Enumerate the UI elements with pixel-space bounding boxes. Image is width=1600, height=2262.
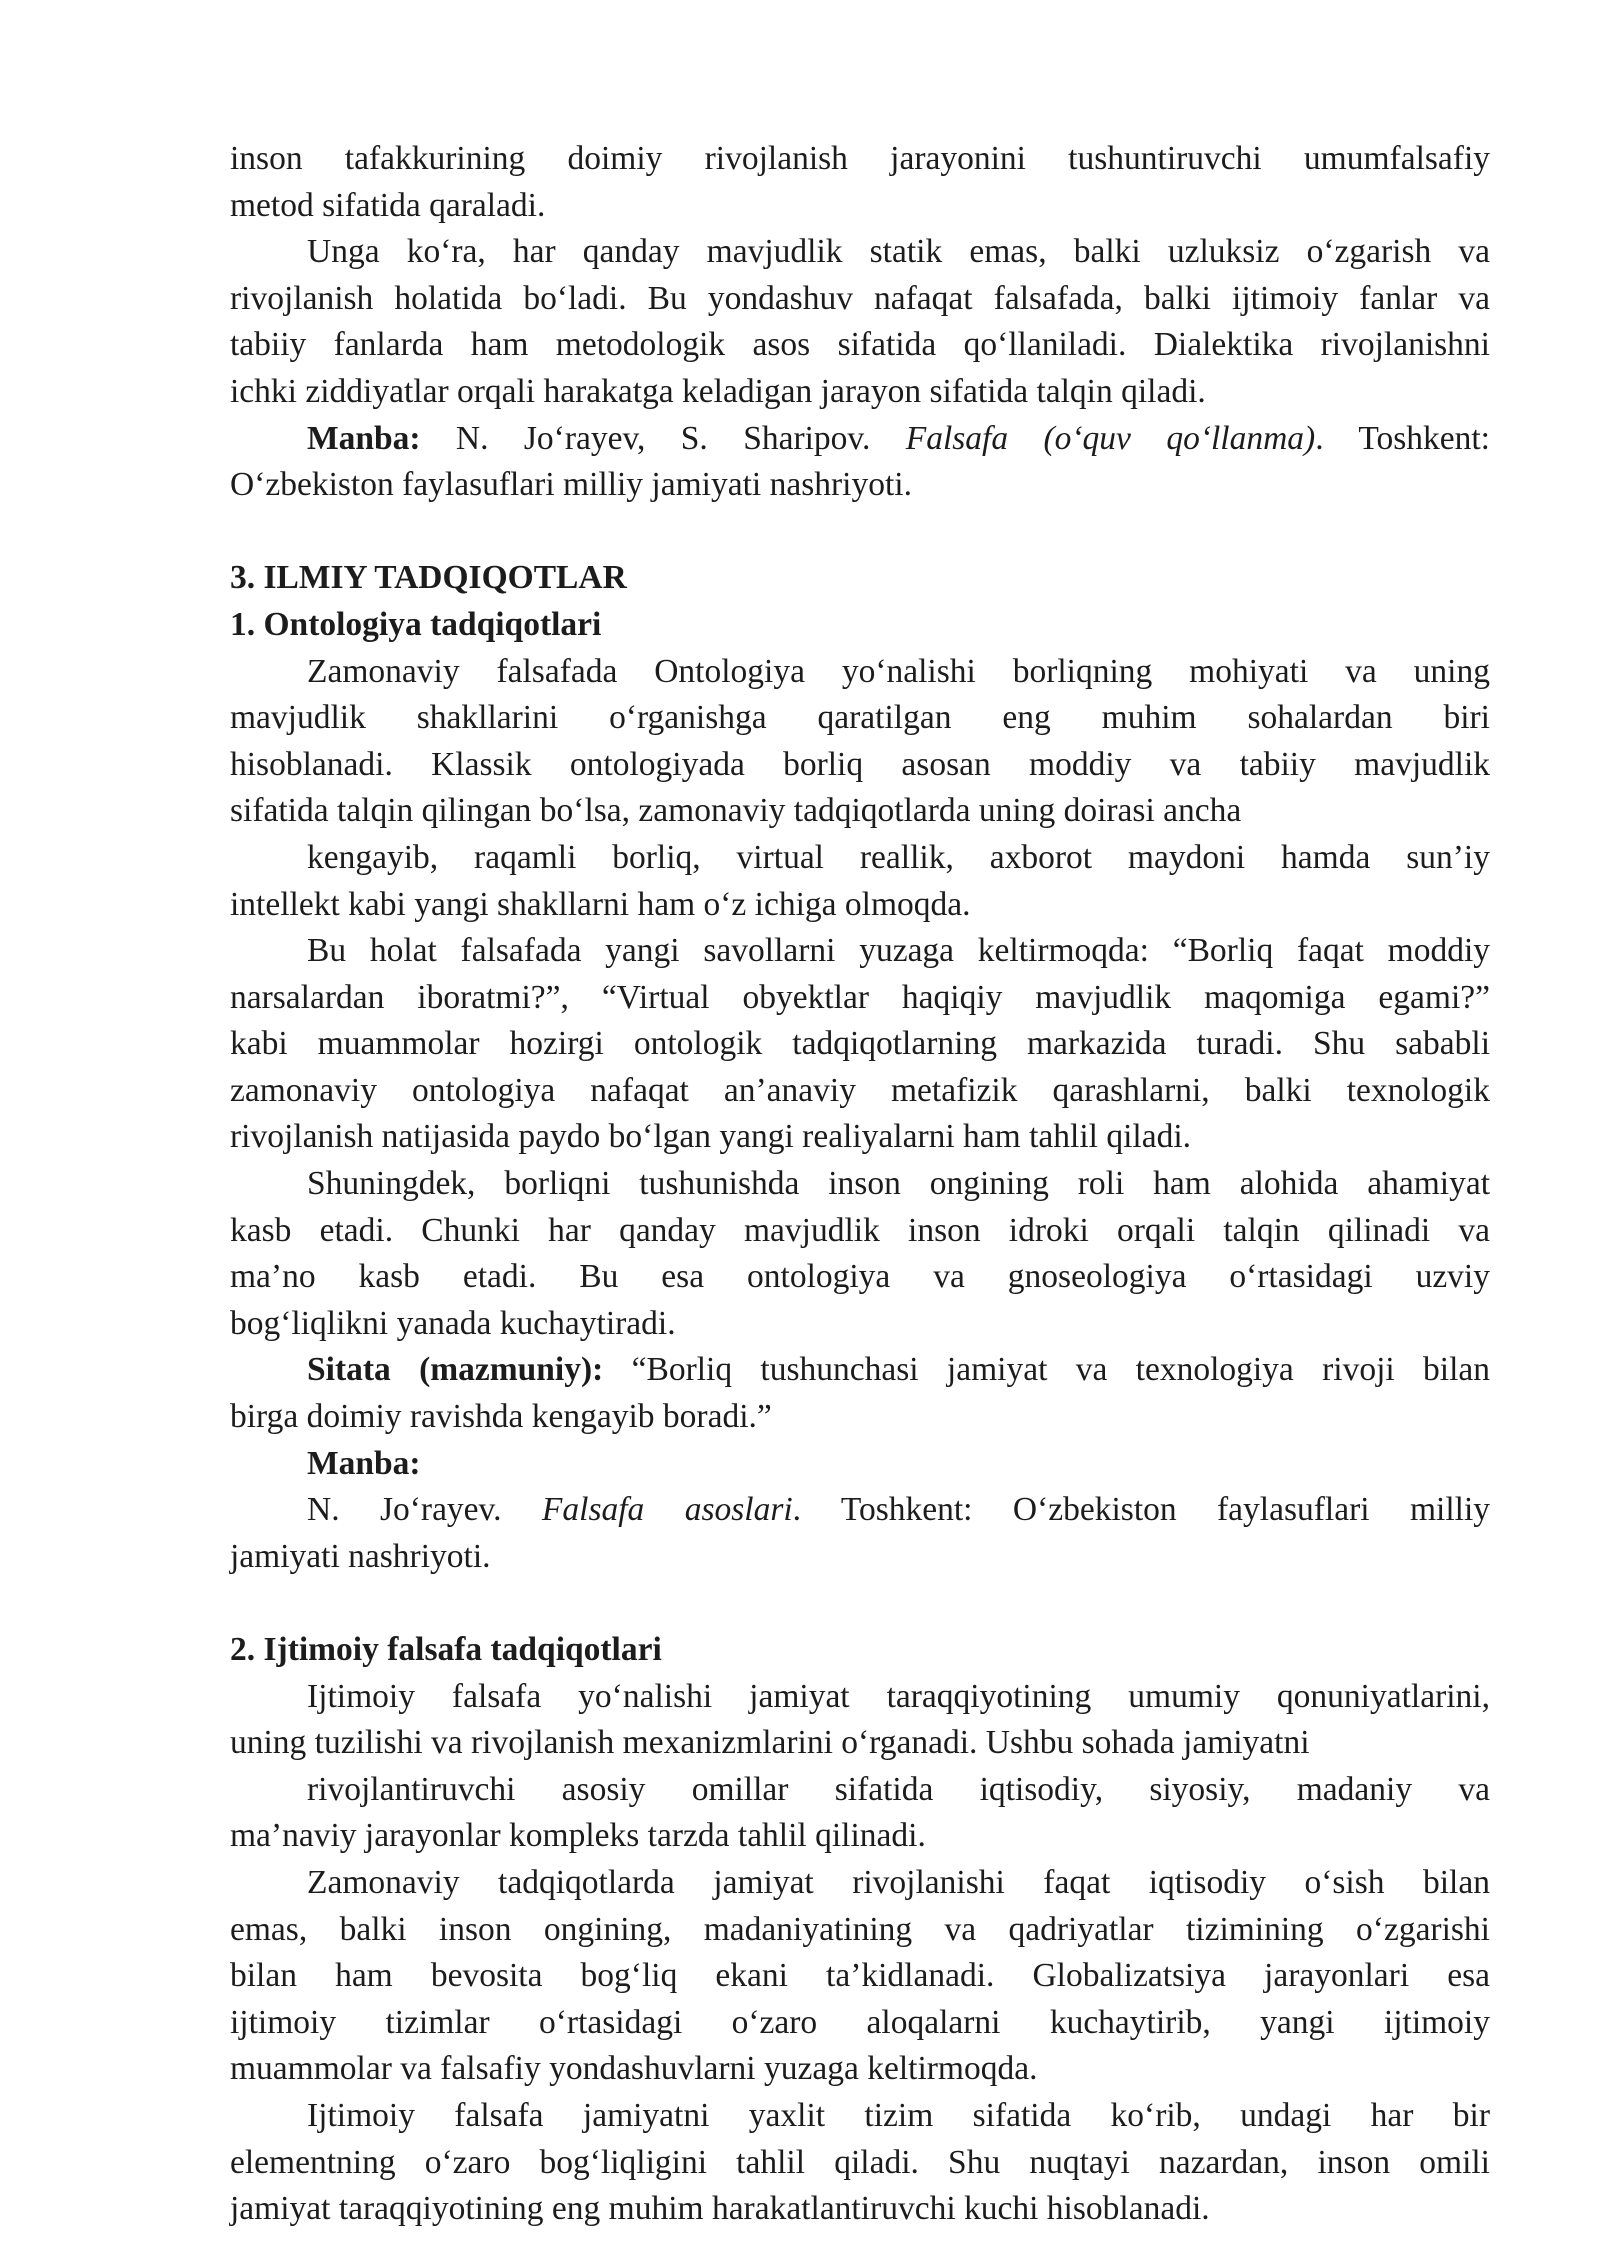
text-line: tabiiy fanlarda ham metodologik asos sifatida qo‘llaniladi. Dialektika rivojlanishni bbox=[230, 326, 1490, 364]
text-line: ijtimoiy tizimlar o‘rtasidagi o‘zaro aloqalarni kuchaytirib, yangi ijtimoiy bbox=[230, 2003, 1490, 2041]
text-line: inson tafakkurining doimiy rivojlanish jarayonini tushuntiruvchi umumfalsafiy bbox=[230, 140, 1490, 177]
quote-text: “Borliq tushunchasi jamiyat va texnologiya rivoji bilan bbox=[603, 1351, 1491, 1389]
text-line: Zamonaviy falsafada Ontologiya yo‘nalishi borliqning mohiyati va uning bbox=[307, 652, 1490, 690]
text-line: kengayib, raqamli borliq, virtual reallik, axborot maydoni hamda sun’iy bbox=[307, 838, 1490, 876]
text-line: O‘zbekiston faylasuflari milliy jamiyati nashriyoti. bbox=[230, 466, 912, 504]
subsection-heading: 1. Ontologiya tadqiqotlari bbox=[230, 605, 602, 643]
document-page bbox=[230, 136, 1490, 2233]
text-line: kasb etadi. Chunki har qanday mavjudlik inson idroki orqali talqin qilinadi va bbox=[230, 1211, 1490, 1249]
text-line: Zamonaviy tadqiqotlarda jamiyat rivojlanishi faqat iqtisodiy o‘sish bilan bbox=[307, 1863, 1490, 1901]
text-line: Ijtimoiy falsafa jamiyatni yaxlit tizim sifatida ko‘rib, undagi har bir bbox=[307, 2096, 1490, 2134]
text-line: Shuningdek, borliqni tushunishda inson ongining roli ham alohida ahamiyat bbox=[307, 1165, 1490, 1203]
text-line: emas, balki inson ongining, madaniyatining va qadriyatlar tizimining o‘zgarishi bbox=[230, 1910, 1490, 1948]
text-line: rivojlantiruvchi asosiy omillar sifatida iqtisodiy, siyosiy, madaniy va bbox=[307, 1770, 1490, 1808]
source-citation bbox=[230, 1487, 1490, 1534]
text-line: narsalardan iboratmi?”, “Virtual obyektlar haqiqiy mavjudlik maqomiga egami?” bbox=[230, 978, 1490, 1016]
text-line: ichki ziddiyatlar orqali harakatga keladigan jarayon sifatida talqin qiladi. bbox=[230, 372, 1206, 410]
text-line: Unga ko‘ra, har qanday mavjudlik statik emas, balki uzluksiz o‘zgarish va bbox=[307, 233, 1490, 271]
text-line: birga doimiy ravishda kengayib boradi.” bbox=[230, 1398, 772, 1436]
source-title: Falsafa (o‘quv qo‘llanma) bbox=[905, 419, 1316, 457]
blank-line bbox=[230, 509, 1490, 556]
source-label: Manba: bbox=[307, 1444, 421, 1482]
text-line: ma’naviy jarayonlar kompleks tarzda tahlil qilinadi. bbox=[230, 1817, 926, 1855]
source-title: Falsafa asoslari bbox=[541, 1491, 793, 1529]
text-line: muammolar va falsafiy yondashuvlarni yuzaga keltirmoqda. bbox=[230, 2050, 1038, 2088]
text-line: mavjudlik shakllarini o‘rganishga qaratilgan eng muhim sohalardan biri bbox=[230, 699, 1490, 737]
text-line: jamiyati nashriyoti. bbox=[230, 1537, 491, 1575]
text-line: zamonaviy ontologiya nafaqat an’anaviy metafizik qarashlarni, balki texnologik bbox=[230, 1071, 1490, 1109]
source-label: Manba: bbox=[307, 419, 421, 457]
source-citation bbox=[230, 416, 1490, 463]
text-line: sifatida talqin qilingan bo‘lsa, zamonaviy tadqiqotlarda uning doirasi ancha bbox=[230, 792, 1242, 830]
text-line: bog‘liqlikni yanada kuchaytiradi. bbox=[230, 1304, 676, 1342]
text-line: jamiyat taraqqiyotining eng muhim harakatlantiruvchi kuchi hisoblanadi. bbox=[230, 2190, 1210, 2228]
text-line: elementning o‘zaro bog‘liqligini tahlil qiladi. Shu nuqtayi nazardan, inson omili bbox=[230, 2143, 1490, 2181]
text-line: metod sifatida qaraladi. bbox=[230, 186, 546, 224]
source-authors: N. Jo‘rayev, S. Sharipov. bbox=[420, 419, 906, 457]
text-line: ma’no kasb etadi. Bu esa ontologiya va gnoseologiya o‘rtasidagi uzviy bbox=[230, 1258, 1490, 1296]
source-author: N. Jo‘rayev. bbox=[307, 1491, 542, 1529]
text-line: Ijtimoiy falsafa yo‘nalishi jamiyat taraqqiyotining umumiy qonuniyatlarini, bbox=[307, 1677, 1490, 1715]
blank-line bbox=[230, 1580, 1490, 1627]
text-line: intellekt kabi yangi shakllarni ham o‘z ichiga olmoqda. bbox=[230, 885, 971, 923]
source-publisher: . Toshkent: O‘zbekiston faylasuflari milliy bbox=[792, 1491, 1491, 1529]
text-line: rivojlanish natijasida paydo bo‘lgan yangi realiyalarni ham tahlil qiladi. bbox=[230, 1118, 1191, 1156]
quote-line bbox=[230, 1347, 1490, 1394]
text-line: rivojlanish holatida bo‘ladi. Bu yondashuv nafaqat falsafada, balki ijtimoiy fanlar va bbox=[230, 279, 1490, 317]
section-heading: 3. ILMIY TADQIQOTLAR bbox=[230, 559, 627, 597]
text-line: bilan ham bevosita bog‘liq ekani ta’kidlanadi. Globalizatsiya jarayonlari esa bbox=[230, 1957, 1490, 1995]
source-publisher: . Toshkent: bbox=[1315, 419, 1490, 457]
subsection-heading: 2. Ijtimoiy falsafa tadqiqotlari bbox=[230, 1631, 662, 1668]
text-line: uning tuzilishi va rivojlanish mexanizmlarini o‘rganadi. Ushbu sohada jamiyatni bbox=[230, 1724, 1310, 1762]
text-line: kabi muammolar hozirgi ontologik tadqiqotlarning markazida turadi. Shu sababli bbox=[230, 1025, 1490, 1063]
text-line: hisoblanadi. Klassik ontologiyada borliq asosan moddiy va tabiiy mavjudlik bbox=[230, 745, 1490, 783]
quote-label: Sitata (mazmuniy): bbox=[307, 1351, 604, 1389]
text-line: Bu holat falsafada yangi savollarni yuzaga keltirmoqda: “Borliq faqat moddiy bbox=[307, 932, 1490, 970]
